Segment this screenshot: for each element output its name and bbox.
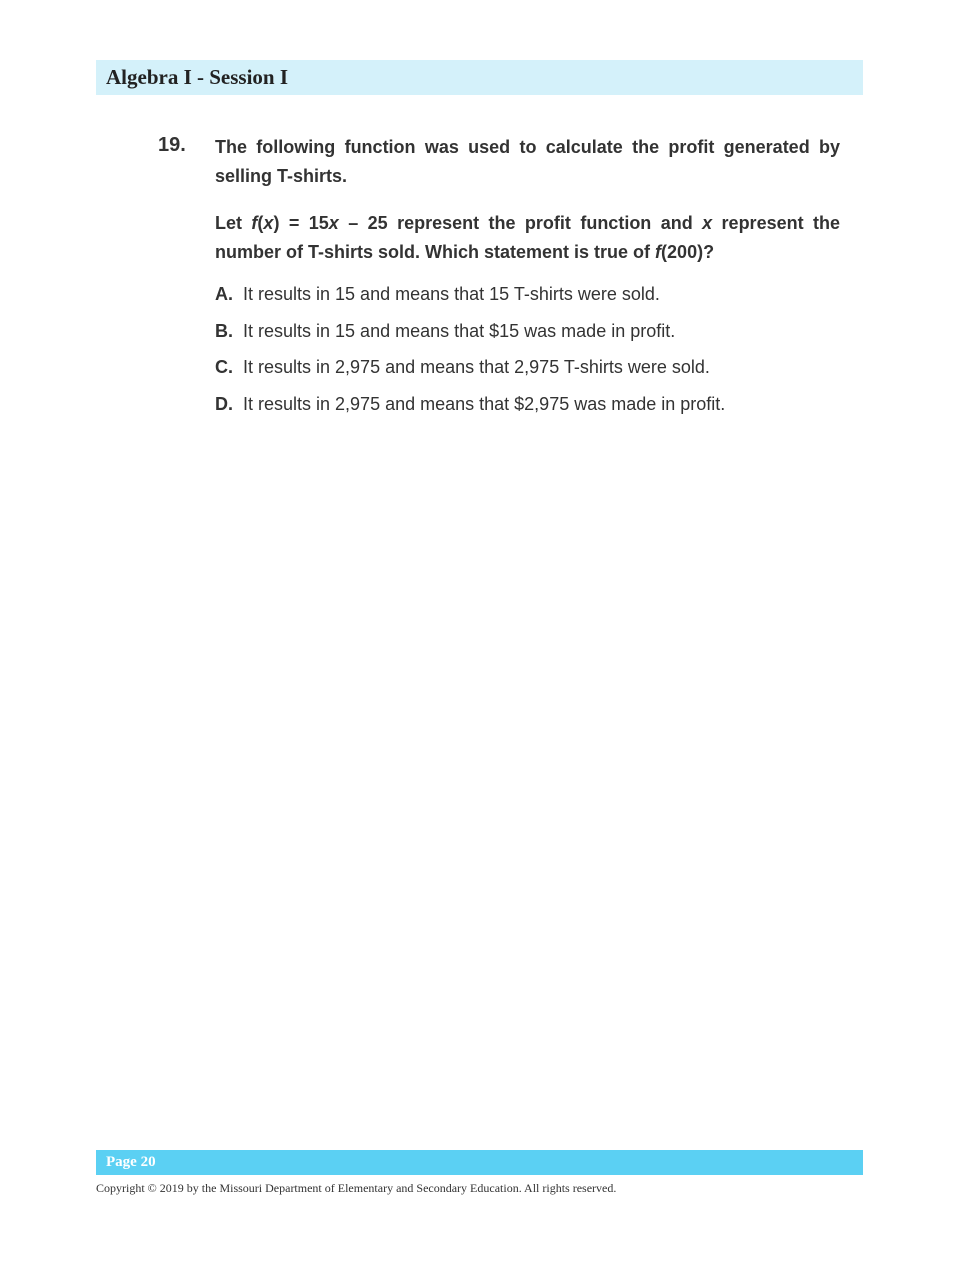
choice-text: It results in 15 and means that 15 T-shirts were sold.: [243, 284, 660, 304]
question-number: 19.: [158, 134, 186, 156]
prompt-text: Let: [215, 213, 252, 233]
answer-choices: [215, 281, 855, 427]
choice-letter: C.: [215, 357, 233, 378]
question-prompt: [215, 209, 840, 267]
choice-letter: B.: [215, 320, 233, 341]
choice-letter: A.: [215, 284, 233, 304]
prompt-text: ) = 15: [273, 213, 329, 233]
prompt-text: (: [257, 213, 264, 233]
variable-symbol: x: [263, 213, 274, 233]
choice-text: It results in 15 and means that $15 was made in profit.: [243, 320, 676, 341]
prompt-text: – 25 represent the profit function and: [338, 213, 703, 233]
choice-d[interactable]: [215, 391, 855, 428]
choice-text: It results in 2,975 and means that $2,975 was made in profit.: [243, 393, 726, 414]
function-symbol: f: [655, 242, 662, 262]
page-title: Algebra I - Session I: [106, 65, 289, 89]
prompt-text: represent the number of T-shirts sold. Which statement is true of: [215, 213, 840, 262]
header-band: [96, 60, 863, 95]
variable-symbol: x: [328, 213, 339, 233]
choice-a[interactable]: [215, 281, 855, 318]
variable-symbol: x: [702, 213, 713, 233]
prompt-text: (200)?: [661, 242, 715, 262]
page-number: Page 20: [106, 1154, 156, 1170]
choice-text: It results in 2,975 and means that 2,975 T-shirts were sold.: [243, 357, 710, 378]
footer-band: [96, 1150, 863, 1175]
choice-c[interactable]: [215, 354, 855, 391]
copyright-notice: Copyright © 2019 by the Missouri Department of Elementary and Secondary Education. All rights reserved.: [96, 1181, 617, 1195]
choice-letter: D.: [215, 393, 233, 414]
function-symbol: f: [251, 213, 258, 233]
choice-b[interactable]: [215, 318, 855, 355]
question-stem: The following function was used to calculate the profit generated by selling T-shirts.: [215, 137, 840, 186]
